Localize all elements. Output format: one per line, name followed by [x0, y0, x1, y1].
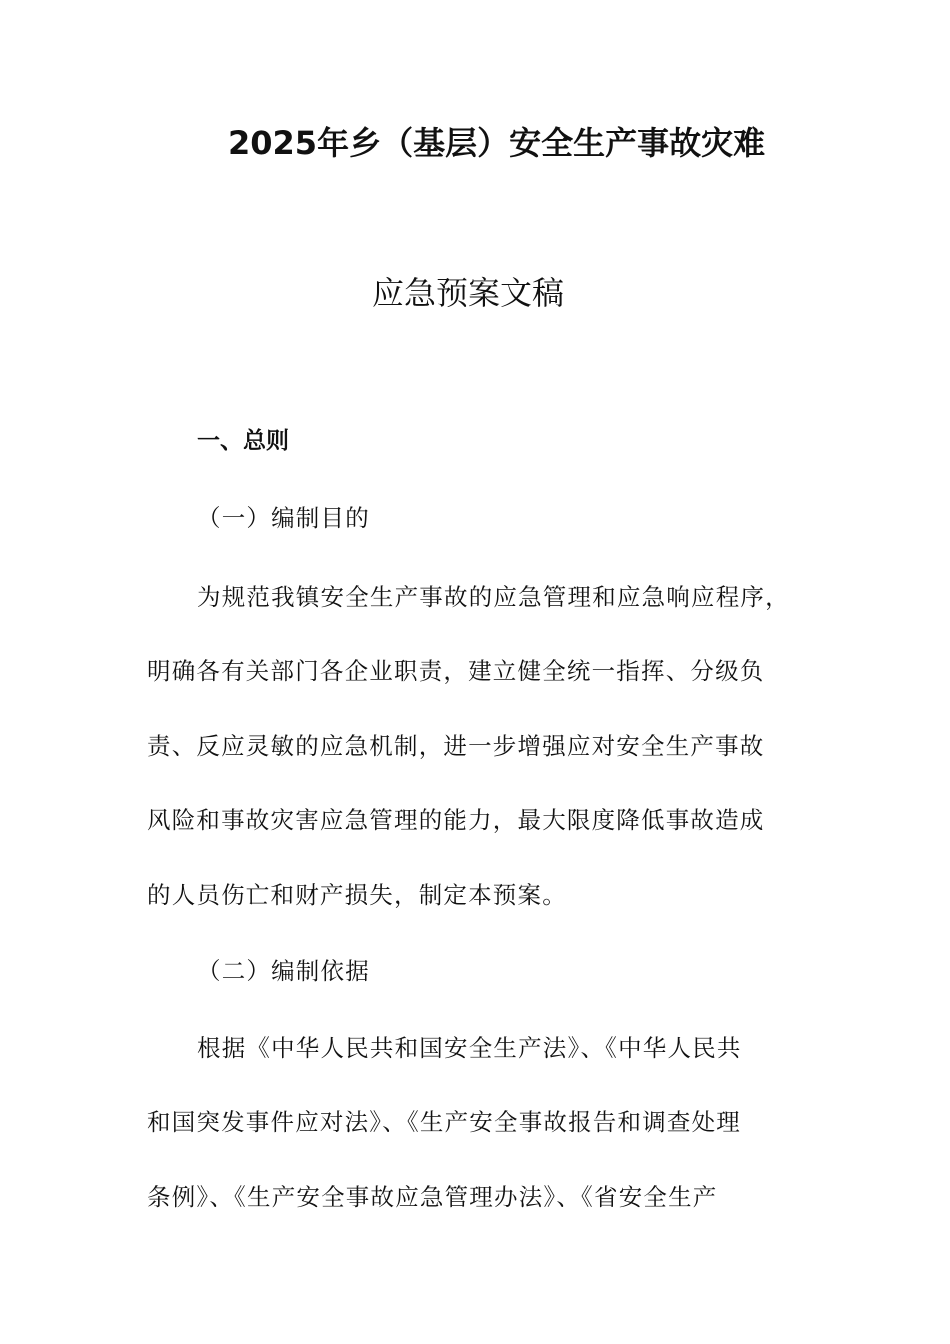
subsection-heading-purpose: （一）编制目的: [197, 504, 370, 532]
paragraph-line: 责、反应灵敏的应急机制，进一步增强应对安全生产事故: [147, 732, 765, 760]
document-title-line-2: 应急预案文稿: [372, 274, 565, 312]
paragraph-line: 根据《中华人民共和国安全生产法》、《中华人民共: [197, 1034, 742, 1062]
paragraph-line: 为规范我镇安全生产事故的应急管理和应急响应程序，: [197, 583, 790, 611]
paragraph-line: 的人员伤亡和财产损失，制定本预案。: [147, 881, 567, 909]
paragraph-line: 风险和事故灾害应急管理的能力，最大限度降低事故造成: [147, 806, 765, 834]
paragraph-line: 和国突发事件应对法》、《生产安全事故报告和调查处理: [147, 1108, 741, 1136]
subsection-heading-basis: （二）编制依据: [197, 957, 370, 985]
document-title-line-1: 2025年乡（基层）安全生产事故灾难: [228, 124, 766, 162]
paragraph-line: 明确各有关部门各企业职责，建立健全统一指挥、分级负: [147, 657, 765, 685]
paragraph-line: 条例》、《生产安全事故应急管理办法》、《省安全生产: [147, 1183, 718, 1211]
section-heading-general: 一、总则: [197, 428, 289, 454]
